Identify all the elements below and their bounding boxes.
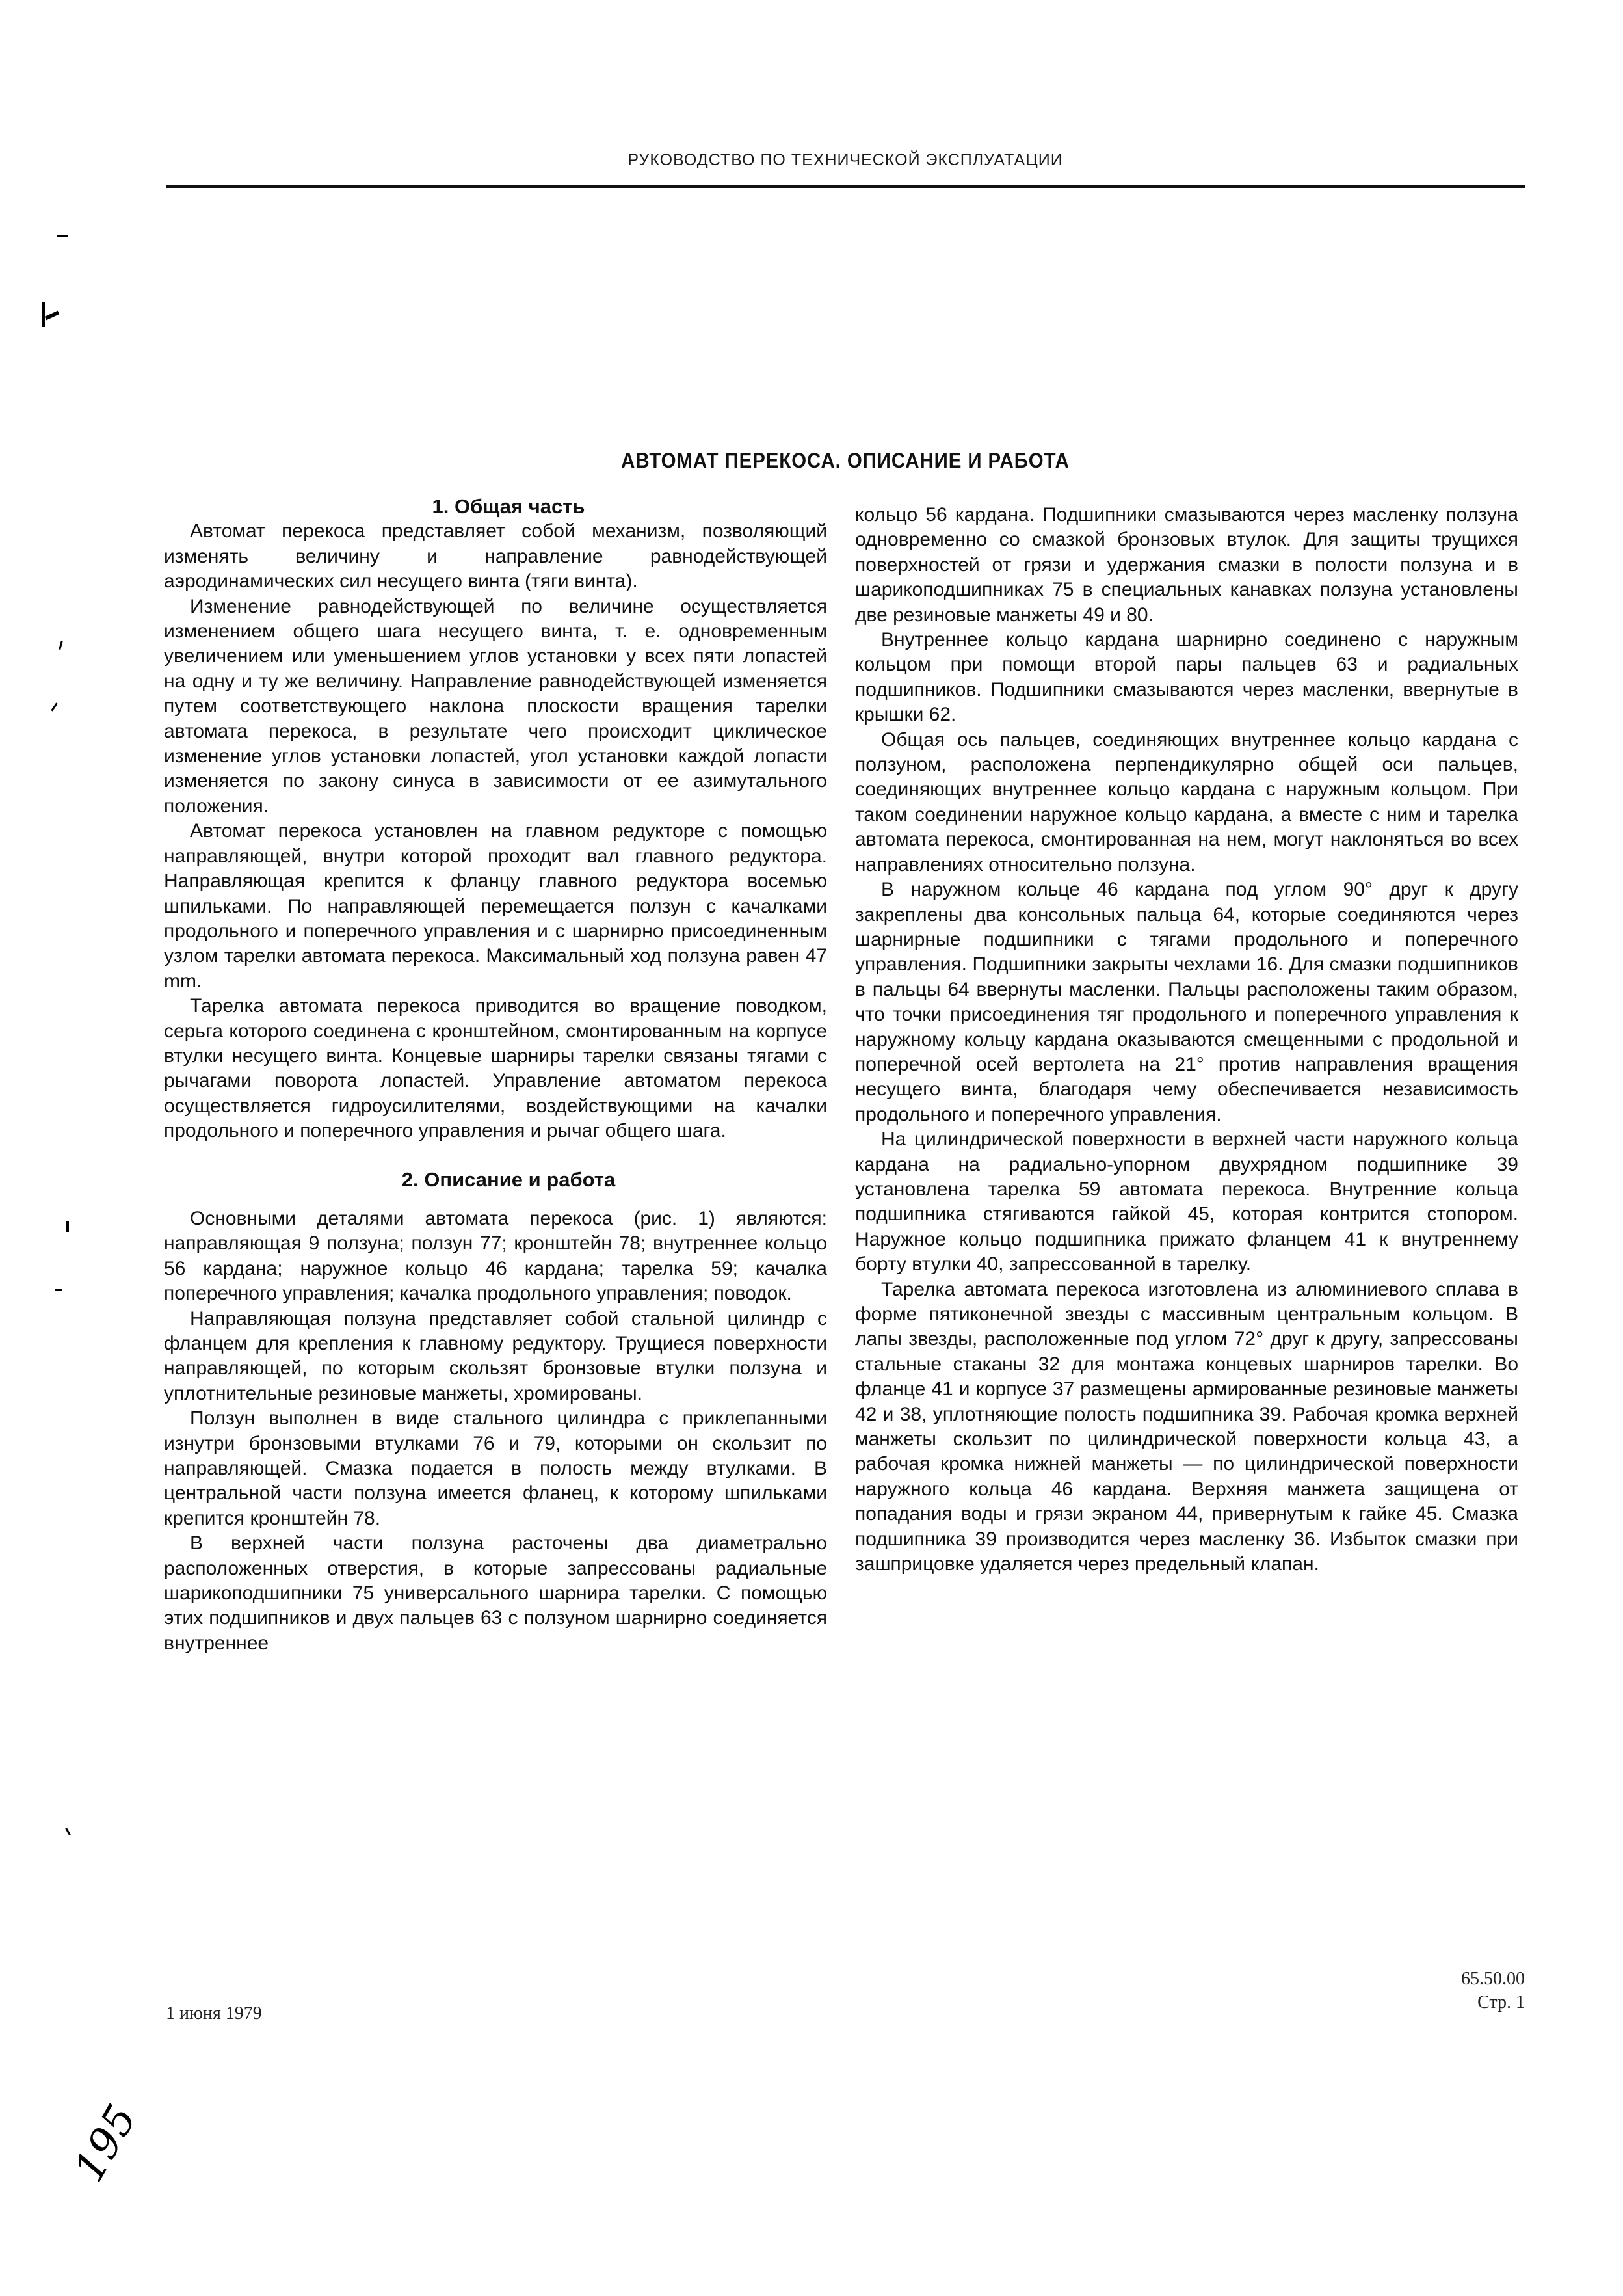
footer-date: 1 июня 1979	[166, 2003, 262, 2023]
margin-mark-icon	[42, 302, 45, 327]
header-rule	[166, 185, 1525, 188]
paragraph: Ползун выполнен в виде стального цилиндра с приклепанными изнутри бронзовыми втулками 76 и 79, которыми он скользит по направляющей. Смазка подается в полость между втулками. В центральной части ползуна имеется фланец, к которому шпильками крепится кронштейн 78.	[164, 1408, 827, 1529]
section-heading-description: 2. Описание и работа	[401, 1168, 616, 1191]
section-heading-general: 1. Общая часть	[432, 495, 585, 518]
page-number: Стр. 1	[1477, 1992, 1525, 2012]
left-column	[164, 494, 827, 1656]
running-header: РУКОВОДСТВО ПО ТЕХНИЧЕСКОЙ ЭКСПЛУАТАЦИИ	[627, 151, 1063, 169]
paragraph: Изменение равнодействующей по величине осуществляется изменением общего шага несущего винта, т. е. одновременным увеличением или уменьшением углов установки у всех пяти лопастей на одну и ту же величину. Направление равнодействующей изменяется путем соответствующего наклона плоскости вращения тарелки автомата перекоса, в результате чего происходит циклическое изменение углов установки лопастей, угол установки каждой лопасти изменяется по закону синуса в зависимости от ее азимутального положения.	[164, 595, 827, 817]
paragraph: Основными деталями автомата перекоса (рис. 1) являются: направляющая 9 ползуна; ползун 77; кронштейн 78; внутреннее кольцо 56 кардана; наружное кольцо 46 кардана; тарелка 59; качалка поперечного управления; качалка продольного управления; поводок.	[164, 1207, 827, 1305]
document-code: 65.50.00	[1461, 1969, 1525, 1989]
paragraph: Автомат перекоса представляет собой механизм, позволяющий изменять величину и направление равнодействующей аэродинамических сил несущего винта (тяги винта).	[164, 520, 827, 593]
paragraph-continuation: кольцо 56 кардана. Подшипники смазываются через масленку ползуна одновременно со смазкой бронзовых втулок. Для защиты трущихся поверхностей от грязи и удержания смазки в полости ползуна и в шарикоподшипниках 75 в специальных канавках ползуна установлены две резиновые манжеты 49 и 80.	[855, 504, 1518, 626]
handwritten-page-number: 195	[65, 2097, 147, 2190]
paragraph: Направляющая ползуна представляет собой стальной цилиндр с фланцем для крепления к главному редуктору. Трущиеся поверхности направляющей, по которым скользят бронзовые втулки ползуна и уплотнительные резиновые манжеты, хромированы.	[164, 1307, 827, 1404]
document-title: АВТОМАТ ПЕРЕКОСА. ОПИСАНИЕ И РАБОТА	[621, 449, 1070, 472]
paragraph: Общая ось пальцев, соединяющих внутреннее кольцо кардана с ползуном, расположена перпендикулярно общей оси пальцев, соединяющих внутреннее кольцо кардана с наружным кольцом. При таком соединении наружное кольцо кардана, а вместе с ним и тарелка автомата перекоса, смонтированная на нем, могут наклоняться во всех направлениях относительно ползуна.	[855, 728, 1518, 875]
paragraph: Тарелка автомата перекоса изготовлена из алюминиевого сплава в форме пятиконечной звезды с массивным центральным кольцом. В лапы звезды, расположенные под углом 72° друг к другу, запрессованы стальные стаканы 32 для монтажа концевых шарниров тарелки. Во фланце 41 и корпусе 37 размещены армированные резиновые манжеты 42 и 38, уплотняющие полость подшипника 39. Рабочая кромка верхней манжеты скользит по цилиндрической поверхности кольца 43, а рабочая кромка нижней манжеты — по цилиндрической поверхности наружного кольца 46 кардана. Верхняя манжета защищена от попадания воды и грязи экраном 44, привернутым к гайке 45. Смазка подшипника 39 производится через масленку 36. Избыток смазки при зашприцовке удаляется через предельный клапан.	[855, 1278, 1518, 1575]
margin-mark-icon	[59, 641, 63, 650]
paragraph: Тарелка автомата перекоса приводится во вращение поводком, серьга которого соединена с кронштейном, смонтированным на корпусе втулки несущего винта. Концевые шарниры тарелки связаны тягами с рычагами поворота лопастей. Управление автоматом перекоса осуществляется гидроусилителями, воздействующими на качалки продольного и поперечного управления и рычаг общего шага.	[164, 995, 827, 1142]
margin-mark-icon	[51, 702, 57, 711]
margin-mark-icon	[66, 1221, 69, 1232]
footer-page-info	[1424, 1968, 1525, 2014]
paragraph: В наружном кольце 46 кардана под углом 90° друг к другу закреплены два консольных пальца 64, которые соединяются через шарнирные подшипники с тягами продольного и поперечного управления. Подшипники закрыты чехлами 16. Для смазки подшипников в пальцы 64 ввернуты масленки. Пальцы расположены таким образом, что точки присоединения тяг продольного и поперечного управления к наружному кольцу кардана оказываются смещенными с продольной и поперечной осей вертолета на 21° против направления вращения несущего винта, благодаря чему обеспечивается независимость продольного и поперечного управления.	[855, 879, 1518, 1125]
margin-mark-icon	[57, 235, 68, 237]
margin-mark-icon	[45, 311, 59, 321]
right-column	[855, 494, 1518, 1577]
margin-mark-icon	[55, 1289, 62, 1291]
paragraph: Внутреннее кольцо кардана шарнирно соединено с наружным кольцом при помощи второй пары пальцев 63 и радиальных подшипников. Подшипники смазываются через масленки, ввернутые в крышки 62.	[855, 629, 1518, 726]
margin-mark-icon	[65, 1828, 71, 1835]
paragraph: Автомат перекоса установлен на главном редукторе с помощью направляющей, внутри которой проходит вал главного редуктора. Направляющая крепится к фланцу главного редуктора восемью шпильками. По направляющей перемещается ползун с качалками продольного и поперечного управления и с шарнирно присоединенным узлом тарелки автомата перекоса. Максимальный ход ползуна равен 47 mm.	[164, 820, 827, 992]
paragraph: В верхней части ползуна расточены два диаметрально расположенных отверстия, в которые запрессованы радиальные шарикоподшипники 75 универсального шарнира тарелки. С помощью этих подшипников и двух пальцев 63 с ползуном шарнирно соединяется внутреннее	[164, 1532, 827, 1654]
paragraph: На цилиндрической поверхности в верхней части наружного кольца кардана на радиально-упорном двухрядном подшипнике 39 установлена тарелка 59 автомата перекоса. Внутренние кольца подшипника стягиваются гайкой 45, которая контрится стопором. Наружное кольцо подшипника прижато фланцем 41 к внутреннему борту втулки 40, запрессованной в тарелку.	[855, 1128, 1518, 1275]
